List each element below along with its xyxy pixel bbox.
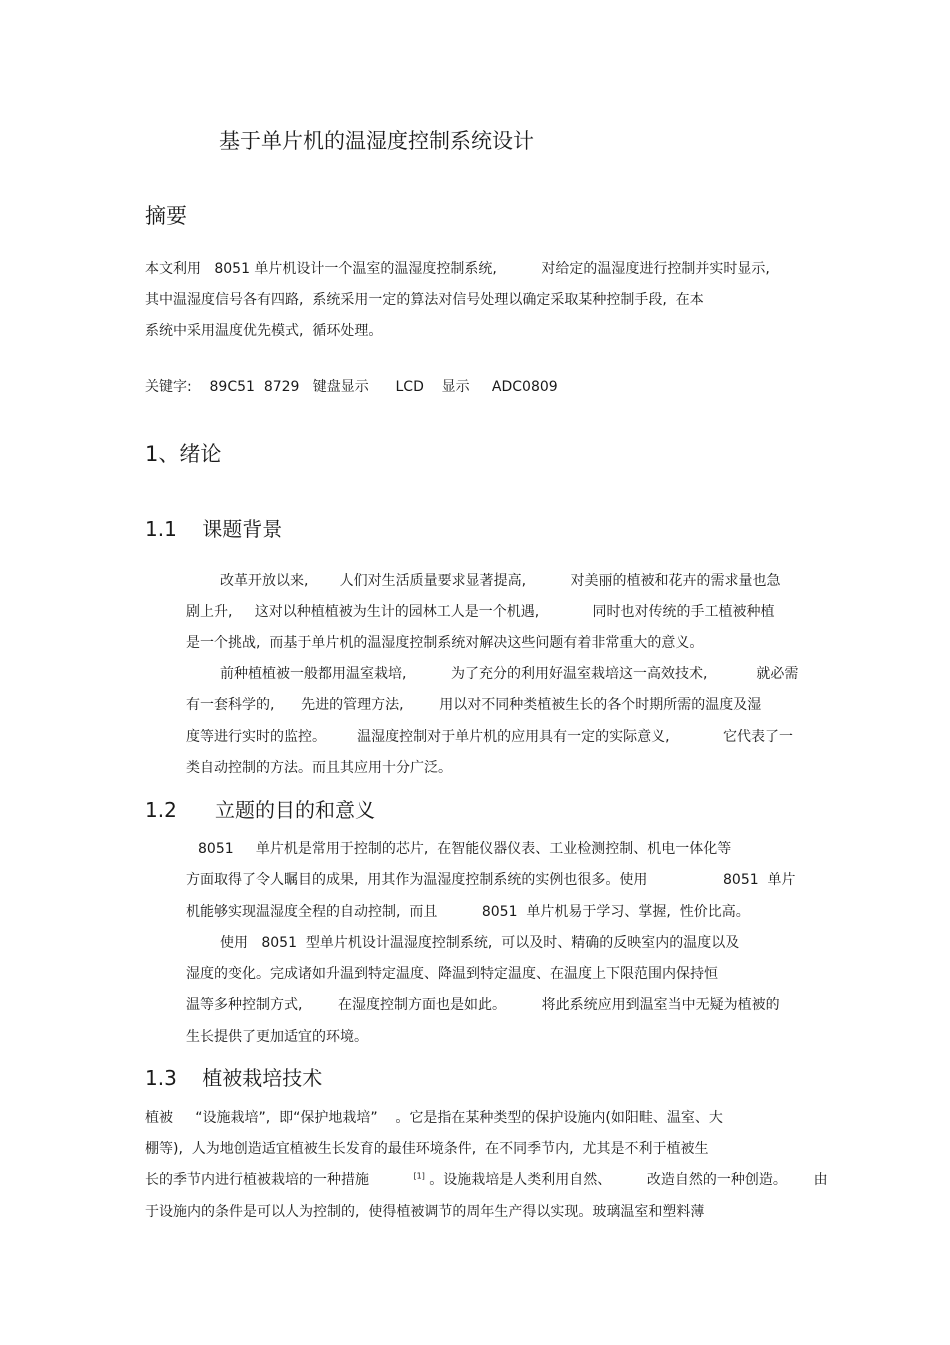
paragraph-line: 是一个挑战, 而基于单片机的温湿度控制系统对解决这些问题有着非常重大的意义。 bbox=[186, 635, 704, 651]
paragraph-line: 温等多种控制方式, 在湿度控制方面也是如此。 将此系统应用到温室当中无疑为植被的 bbox=[186, 997, 780, 1013]
document-title: 基于单片机的温湿度控制系统设计 bbox=[219, 129, 534, 153]
paragraph-line: 机能够实现温湿度全程的自动控制, 而且 8051 单片机易于学习、掌握, 性价比高。 bbox=[186, 904, 750, 920]
paragraph-text: 长的季节内进行植被栽培的一种措施 bbox=[145, 1172, 414, 1188]
paragraph-line: 于设施内的条件是可以人为控制的, 使得植被调节的周年生产得以实现。玻璃温室和塑料薄 bbox=[145, 1204, 705, 1220]
paragraph-line: 湿度的变化。完成诸如升温到特定温度、降温到特定温度、在温度上下限范围内保持恒 bbox=[186, 966, 718, 982]
paragraph-line: 有一套科学的, 先进的管理方法, 用以对不同种类植被生长的各个时期所需的温度及湿 bbox=[186, 697, 762, 713]
abstract-line: 其中温湿度信号各有四路, 系统采用一定的算法对信号处理以确定采取某种控制手段, 在本 bbox=[145, 292, 704, 308]
paragraph-line: 8051 单片机是常用于控制的芯片, 在智能仪器仪表、工业检测控制、机电一体化等 bbox=[198, 841, 732, 857]
paragraph-line: 类自动控制的方法。而且其应用十分广泛。 bbox=[186, 760, 452, 776]
subsection-heading: 1.2 立题的目的和意义 bbox=[145, 798, 375, 822]
paragraph-line: 植被 “设施栽培”, 即“保护地栽培” 。它是指在某种类型的保护设施内(如阳畦、温室、大 bbox=[145, 1110, 723, 1126]
paragraph-line: 使用 8051 型单片机设计温湿度控制系统, 可以及时、精确的反映室内的温度以及 bbox=[220, 935, 740, 951]
abstract-heading: 摘要 bbox=[145, 204, 187, 228]
paragraph-line bbox=[145, 1171, 828, 1189]
subsection-heading: 1.1 课题背景 bbox=[145, 517, 283, 541]
paragraph-line: 前种植植被一般都用温室栽培, 为了充分的利用好温室栽培这一高效技术, 就必需 bbox=[220, 666, 799, 682]
abstract-line: 系统中采用温度优先模式, 循环处理。 bbox=[145, 323, 383, 339]
section-heading: 1、绪论 bbox=[145, 442, 222, 466]
paragraph-line: 方面取得了令人瞩目的成果, 用其作为温湿度控制系统的实例也很多。使用 8051 单片 bbox=[186, 872, 796, 888]
subsection-heading: 1.3 植被栽培技术 bbox=[145, 1066, 323, 1090]
paragraph-line: 改革开放以来, 人们对生活质量要求显著提高, 对美丽的植被和花卉的需求量也急 bbox=[220, 573, 781, 589]
paragraph-line: 度等进行实时的监控。 温湿度控制对于单片机的应用具有一定的实际意义, 它代表了一 bbox=[186, 729, 794, 745]
paragraph-line: 剧上升, 这对以种植植被为生计的园林工人是一个机遇, 同时也对传统的手工植被种植 bbox=[186, 604, 775, 620]
abstract-line: 本文利用 8051 单片机设计一个温室的温湿度控制系统, 对给定的温湿度进行控制并实时显示, bbox=[145, 261, 770, 277]
paragraph-line: 棚等), 人为地创造适宜植被生长发育的最佳环境条件, 在不同季节内, 尤其是不利于植被生 bbox=[145, 1141, 709, 1157]
paragraph-text: 。设施栽培是人类利用自然、 改造自然的一种创造。 由 bbox=[424, 1172, 828, 1188]
keywords: 关键字: 89C51 8729 键盘显示 LCD 显示 ADC0809 bbox=[145, 379, 558, 395]
paragraph-line: 生长提供了更加适宜的环境。 bbox=[186, 1029, 368, 1045]
citation-ref: [1] bbox=[413, 1171, 425, 1181]
